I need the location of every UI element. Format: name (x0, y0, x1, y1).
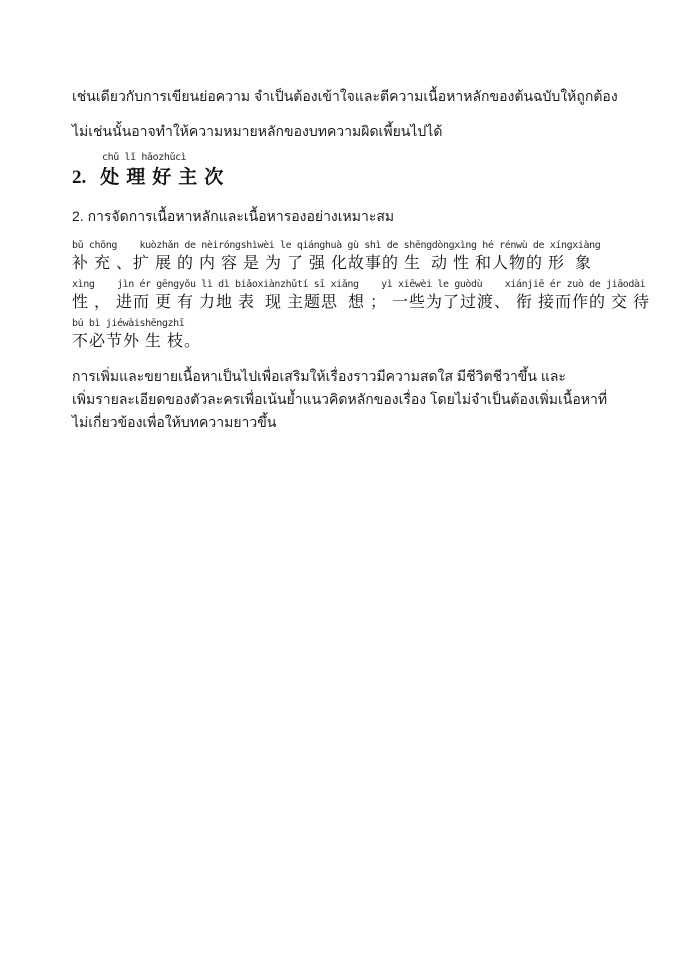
section-title-hanzi: 处理好主次 (100, 167, 231, 188)
thai-paragraph-line-2: เพิ่มรายละเอียดของตัวละครเพื่อเน้นย้ำแนวคิดหลักของเรื่อง โดยไม่จำเป็นต้องเพิ่มเนื้อหาที่ (72, 391, 608, 407)
pinyin-annotation-line-1: bǔ chōng kuòzhǎn de nèiróngshìwèi le qiánghuà gù shì de shēngdòngxìng hé rénwù de xíngxiàng (72, 240, 601, 251)
thai-paragraph-line-1: การเพิ่มและขยายเนื้อหาเป็นไปเพื่อเสริมให้เรื่องราวมีความสดใส มีชีวิตชีวาขึ้น และ (72, 368, 566, 384)
thai-subheading: 2. การจัดการเนื้อหาหลักและเนื้อหารองอย่างเหมาะสม (72, 208, 395, 224)
thai-intro-line-2: ไม่เช่นนั้นอาจทำให้ความหมายหลักของบทความผิดเพี้ยนไปได้ (72, 123, 443, 139)
annotated-line (72, 278, 651, 313)
thai-intro-line-1: เช่นเดียวกับการเขียนย่อความ จำเป็นต้องเข้าใจและตีความเนื้อหาหลักของต้นฉบับให้ถูกต้อง (72, 88, 618, 104)
thai-paragraph-line-3: ไม่เกี่ยวข้องเพื่อให้บทความยาวขึ้น (72, 414, 277, 430)
section-number: 2. (72, 167, 87, 188)
annotated-line (72, 239, 621, 274)
annotated-line (72, 317, 621, 352)
pinyin-annotation-line-3: bú bì jiéwàishēngzhī (72, 318, 185, 329)
hanzi-line-2: 性 ， 进而 更 有 力地 表 现 主题思 想 ； 一些为了过渡、 衔 接而作的 交 待 (72, 294, 651, 311)
hanzi-line-1: 补 充 、扩 展 的 内 容 是 为 了 强 化故事的 生 动 性 和人物的 形 象 (72, 255, 593, 272)
thai-closing-paragraph (72, 365, 621, 434)
annotated-chinese-paragraph (72, 239, 651, 352)
heading-pinyin-annotation: chǔ lǐ hǎozhǔcì (102, 152, 187, 163)
section-heading (72, 165, 621, 191)
pinyin-annotation-line-2: xìng jìn ér gēngyǒu lì dì biǎoxiànzhǔtí sī xiǎng yì xiēwèi le guòdù xiánjiē ér zuò de jiāodài (72, 279, 646, 290)
hanzi-line-3: 不必节外 生 枝。 (72, 333, 202, 350)
